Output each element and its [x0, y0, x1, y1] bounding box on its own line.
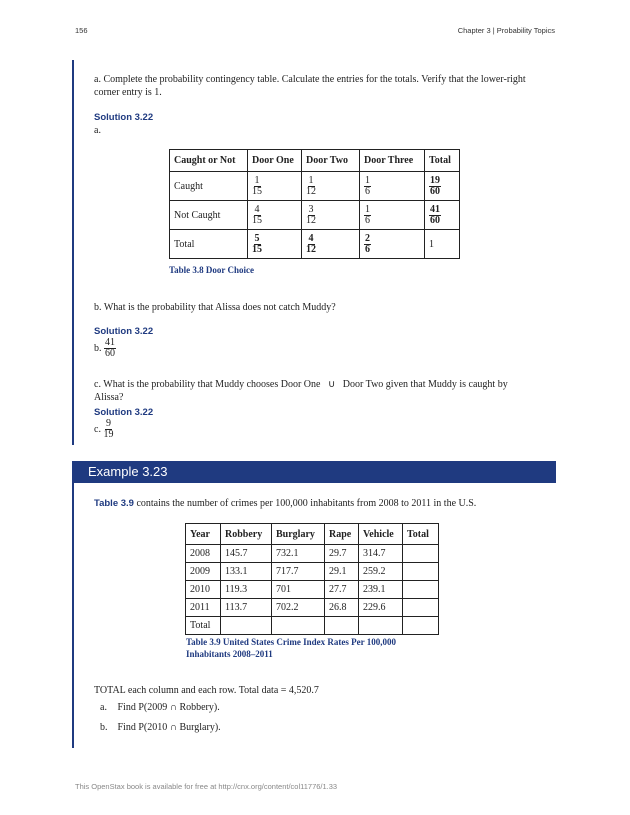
table-cell: [325, 617, 359, 635]
column-header: Door Two: [302, 150, 360, 172]
table-cell: 26.8: [325, 599, 359, 617]
numerator: 2: [365, 232, 370, 244]
table-caption-line: Inhabitants 2008–2011: [186, 649, 273, 659]
solution-title: Solution 3.22: [94, 112, 154, 123]
table-caption: Table 3.8 Door Choice: [169, 265, 255, 275]
table-cell: [425, 201, 460, 230]
column-header: Total: [403, 524, 439, 545]
totals-instruction: TOTAL each column and each row. Total data = 4,520.7: [94, 685, 319, 696]
fraction: [252, 205, 262, 226]
denominator: 6: [365, 214, 370, 226]
table-cell: [403, 617, 439, 635]
intro-text: contains the number of crimes per 100,000 inhabitants from 2008 to 2011 in the U.S.: [133, 498, 477, 509]
fraction: [364, 234, 371, 255]
table-cell: 145.7: [221, 545, 272, 563]
fraction: [306, 234, 316, 255]
fraction: [252, 176, 262, 197]
table-cell: 113.7: [221, 599, 272, 617]
table-cell: 732.1: [272, 545, 325, 563]
numerator: 41: [105, 337, 115, 348]
numerator: 1: [308, 174, 314, 186]
denominator: 60: [430, 185, 440, 197]
sidebar-rule: [72, 483, 74, 748]
column-header: Caught or Not: [170, 150, 248, 172]
row-label: Caught: [170, 172, 248, 201]
table-cell: [425, 172, 460, 201]
table-cell: 314.7: [359, 545, 403, 563]
denominator: 12: [306, 185, 316, 197]
table-cell: Total: [186, 617, 221, 635]
numerator: 5: [254, 232, 260, 244]
solution-c: [94, 419, 536, 440]
table-cell: 717.7: [272, 563, 325, 581]
table-cell: [302, 230, 360, 259]
solution-label: b.: [94, 342, 102, 354]
table-cell: [403, 581, 439, 599]
page-footer: This OpenStax book is available for free at http://cnx.org/content/col11776/1.33: [75, 782, 338, 791]
numerator: 4: [308, 232, 314, 244]
question-b: b. What is the probability that Alissa does not catch Muddy?: [94, 302, 336, 313]
table-cell: 29.1: [325, 563, 359, 581]
row-label: Not Caught: [170, 201, 248, 230]
fraction: [104, 338, 116, 359]
table-cell: 702.2: [272, 599, 325, 617]
table-cell: [302, 172, 360, 201]
table-cell: [359, 617, 403, 635]
table-caption: [186, 636, 396, 660]
table-cell: [403, 545, 439, 563]
fraction: [306, 176, 316, 197]
fraction: [364, 205, 371, 226]
table-row: [186, 617, 439, 635]
table-row: [170, 172, 460, 201]
list-item-text: Find P(2009 ∩ Robbery).: [117, 702, 220, 713]
fraction: [429, 205, 441, 226]
table-cell: 259.2: [359, 563, 403, 581]
page-number: 156: [75, 26, 88, 35]
fraction: [103, 419, 113, 440]
solution-label: a.: [94, 125, 101, 136]
fraction: [429, 176, 441, 197]
solution-title: Solution 3.22: [94, 407, 154, 418]
numerator: 41: [430, 203, 440, 215]
intro-paragraph: [94, 497, 536, 510]
column-header: Burglary: [272, 524, 325, 545]
table-cell: [248, 172, 302, 201]
table-cell: 239.1: [359, 581, 403, 599]
denominator: 6: [365, 185, 370, 197]
solution-title: Solution 3.22: [94, 326, 154, 337]
list-item-label: b.: [100, 722, 108, 733]
door-choice-table: [169, 149, 460, 259]
table-cell: [272, 617, 325, 635]
numerator: 9: [105, 418, 111, 429]
list-item: [100, 702, 220, 713]
question-c-text: Door Two given that Muddy is caught by Alissa?: [94, 379, 508, 403]
column-header: Robbery: [221, 524, 272, 545]
sidebar-rule: [72, 60, 74, 445]
union-symbol: ∪: [327, 379, 336, 390]
question-c: [94, 378, 536, 404]
table-row: [186, 545, 439, 563]
solution-b: [94, 338, 536, 359]
table-cell: [302, 201, 360, 230]
fraction: [364, 176, 371, 197]
table-row: [186, 599, 439, 617]
table-row: [170, 201, 460, 230]
question-c-text: c. What is the probability that Muddy chooses Door One: [94, 379, 321, 390]
fraction: [306, 205, 316, 226]
column-header: Door Three: [360, 150, 425, 172]
denominator: 15: [252, 243, 262, 255]
solution-label: c.: [94, 423, 101, 435]
example-heading: Example 3.23: [72, 461, 556, 483]
numerator: 3: [308, 203, 314, 215]
fraction: [252, 234, 262, 255]
table-cell: 2011: [186, 599, 221, 617]
column-header: Total: [425, 150, 460, 172]
numerator: 1: [254, 174, 260, 186]
table-cell: 2010: [186, 581, 221, 599]
list-item-text: Find P(2010 ∩ Burglary).: [117, 722, 221, 733]
table-row: [170, 230, 460, 259]
table-cell: 29.7: [325, 545, 359, 563]
table-cell: 119.3: [221, 581, 272, 599]
table-cell: [360, 172, 425, 201]
denominator: 12: [306, 214, 316, 226]
column-header: Year: [186, 524, 221, 545]
denominator: 6: [365, 243, 370, 255]
table-cell: [360, 230, 425, 259]
table-cell: [403, 563, 439, 581]
numerator: 1: [365, 174, 370, 186]
table-caption-line: Table 3.9 United States Crime Index Rates Per 100,000: [186, 637, 396, 647]
table-cell: 229.6: [359, 599, 403, 617]
denominator: 15: [252, 214, 262, 226]
table-cell: [248, 230, 302, 259]
table-cell: [360, 201, 425, 230]
column-header: Door One: [248, 150, 302, 172]
numerator: 4: [254, 203, 260, 215]
table-row: [186, 581, 439, 599]
list-item: [100, 722, 221, 733]
table-cell: 133.1: [221, 563, 272, 581]
table-header-row: [170, 150, 460, 172]
numerator: 19: [430, 174, 440, 186]
table-cell: 2008: [186, 545, 221, 563]
row-label: Total: [170, 230, 248, 259]
denominator: 12: [306, 243, 316, 255]
denominator: 15: [252, 185, 262, 197]
table-header-row: [186, 524, 439, 545]
list-item-label: a.: [100, 702, 107, 713]
numerator: 1: [365, 203, 370, 215]
table-cell: 2009: [186, 563, 221, 581]
table-cell: 1: [425, 230, 460, 259]
table-reference-link[interactable]: Table 3.9: [94, 498, 134, 509]
table-cell: [248, 201, 302, 230]
table-cell: 27.7: [325, 581, 359, 599]
question-a: a. Complete the probability contingency table. Calculate the entries for the totals. Verify that the lower-right corner entry is 1.: [94, 74, 526, 98]
denominator: 60: [105, 348, 115, 359]
denominator: 60: [430, 214, 440, 226]
table-row: [186, 563, 439, 581]
column-header: Rape: [325, 524, 359, 545]
table-cell: [403, 599, 439, 617]
denominator: 19: [103, 429, 114, 440]
table-cell: 701: [272, 581, 325, 599]
table-cell: [221, 617, 272, 635]
crime-index-table: [185, 523, 439, 635]
chapter-title: Chapter 3 | Probability Topics: [457, 26, 555, 35]
column-header: Vehicle: [359, 524, 403, 545]
